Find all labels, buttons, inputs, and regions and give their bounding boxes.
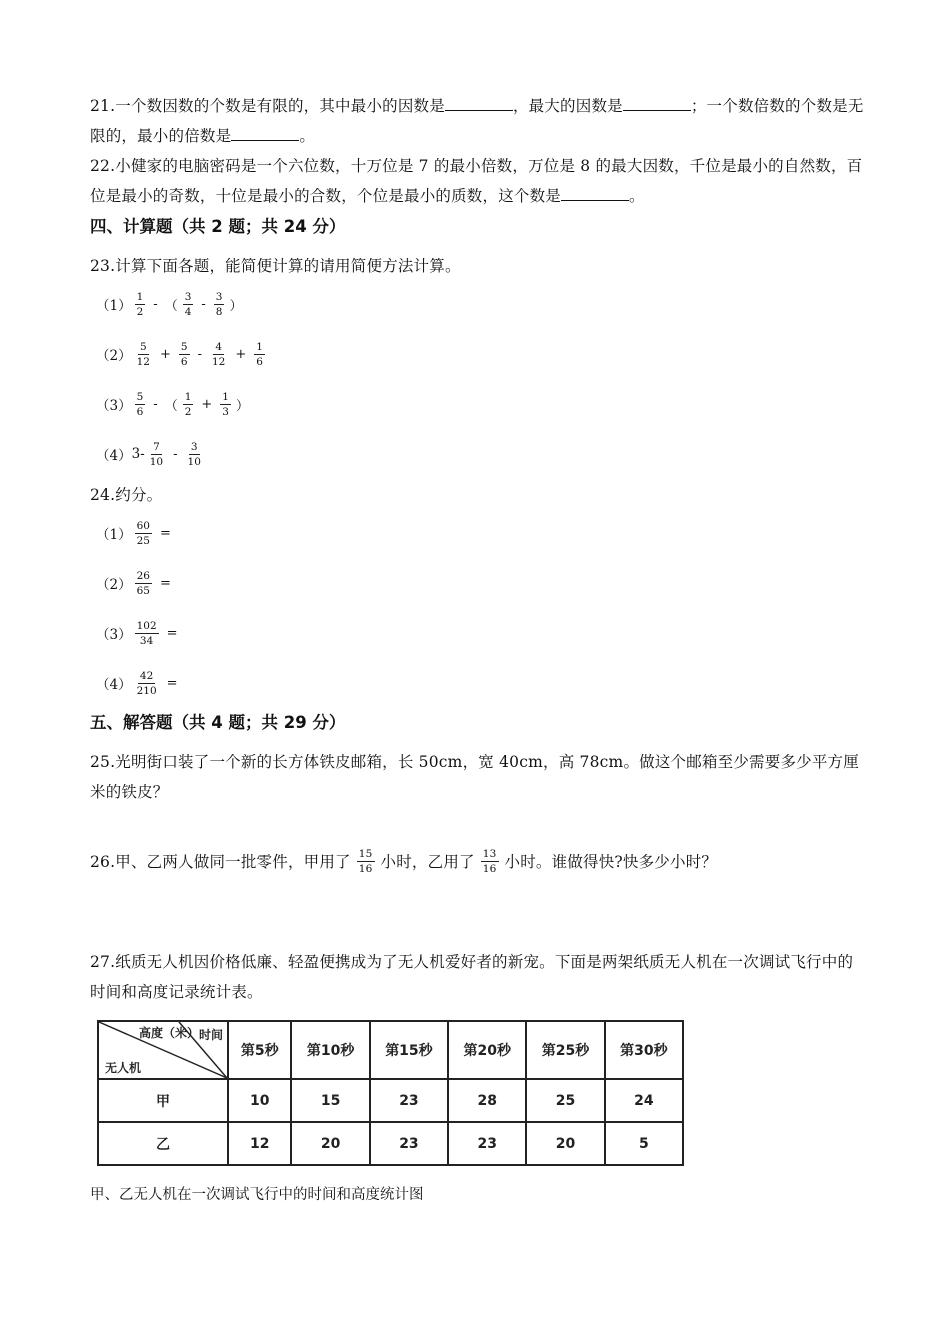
q24-item-1 [96,513,176,553]
q26-text-2: 小时，乙用了 [380,853,475,871]
table-corner-cell [98,1021,228,1079]
operator: - [153,396,158,412]
flight-record-table [97,1020,684,1166]
q26-text-1: 26.甲、乙两人做同一批零件，甲用了 [90,853,351,871]
operator: + [201,396,213,412]
paren: （ [164,298,178,314]
q23-item-2 [96,334,268,374]
equals-sign: = [159,525,171,541]
table-header-cell: 第10秒 [291,1021,369,1079]
q23-item-3 [96,384,251,424]
item-label: （4） [96,677,132,693]
table-cell: 23 [370,1079,448,1122]
paren: （ [164,398,178,414]
corner-label-time: 时间 [198,1028,223,1042]
operator: + [235,346,247,362]
table-cell: 12 [228,1122,291,1165]
table-row-label: 甲 [98,1079,228,1122]
q22-text-2: 。 [629,187,645,205]
table-cell: 23 [370,1122,448,1165]
table-cell: 28 [448,1079,526,1122]
operator: + [159,346,171,362]
q21-blank-1[interactable] [445,94,513,111]
paren: ） [235,398,249,414]
item-label: （3） [96,627,132,643]
fraction: $\frac{1}{3}$ [222,390,229,418]
question-25: 25.光明街口装了一个新的长方体铁皮邮箱，长 50cm，宽 40cm，高 78cm。做这个邮箱至少需要多少平方厘米的铁皮？ [90,753,859,801]
fraction: $\frac{102}{34}$ [136,619,157,647]
corner-label-height: 高度（米） [139,1026,200,1040]
table-header-cell: 第5秒 [228,1021,291,1079]
table-header-cell: 第25秒 [526,1021,604,1079]
q24-item-4 [96,663,183,703]
question-26 [90,847,865,877]
q21-text-3: ；一个数倍数的个数是无限的，最小的倍数是 [90,97,864,145]
fraction: $\frac{5}{6}$ [136,390,144,418]
fraction: $\frac{5}{6}$ [180,340,188,368]
fraction: $\frac{1}{2}$ [136,290,144,318]
table-cell: 24 [605,1079,683,1122]
question-27-text: 27.纸质无人机因价格低廉、轻盈便携成为了无人机爱好者的新宠。下面是两架纸质无人机在一次调试飞行中的时间和高度记录统计表。 [90,953,854,1001]
corner-label-drone: 无人机 [105,1061,142,1075]
question-24-text: 24.约分。 [90,486,163,504]
fraction: $\frac{4}{12}$ [211,340,226,368]
fraction: $\frac{3}{10}$ [187,440,201,468]
question-23-text: 23.计算下面各题，能简便计算的请用简便方法计算。 [90,257,461,275]
table-header-cell: 第30秒 [605,1021,683,1079]
q24-item-2 [96,563,176,603]
q21-blank-3[interactable] [231,124,299,141]
q21-text-4: 。 [299,127,316,145]
item-label: （3） [96,398,132,414]
fraction: $\frac{13}{16}$ [482,847,497,875]
fraction: $\frac{26}{65}$ [136,569,150,597]
q21-text-1: 21.一个数因数的个数是有限的，其中最小的因数是 [90,97,445,115]
table-row [98,1079,683,1122]
table-row-label: 乙 [98,1122,228,1165]
question-21 [90,91,865,151]
fraction: $\frac{7}{10}$ [149,440,164,468]
table-header-cell: 第20秒 [448,1021,526,1079]
section-5-title: 五、解答题（共 4 题；共 29 分） [90,713,346,732]
question-22 [90,151,865,211]
item-label: （2） [96,348,132,364]
q21-blank-2[interactable] [623,94,691,111]
table-cell: 5 [605,1122,683,1165]
fraction: $\frac{60}{25}$ [136,519,150,547]
table-header-row [98,1021,683,1079]
q24-item-3 [96,613,183,653]
operator: - [201,296,206,312]
item-label: （1） [96,527,132,543]
fraction: $\frac{1}{6}$ [256,340,263,368]
operator: - [153,296,158,312]
q21-text-2: ，最大的因数是 [512,97,623,115]
fraction: $\frac{3}{8}$ [215,290,223,318]
chart-caption: 甲、乙无人机在一次调试飞行中的时间和高度统计图 [90,1187,424,1203]
equals-sign: = [159,575,171,591]
q26-text-3: 小时。谁做得快?快多少小时？ [504,853,718,871]
item-label: （2） [96,577,132,593]
q22-blank[interactable] [561,184,629,201]
section-4-title: 四、计算题（共 2 题；共 24 分） [90,217,346,236]
q22-text-1: 22.小健家的电脑密码是一个六位数，十万位是 7 的最小倍数，万位是 8 的最大因数，千位是最小的自然数，百位是最小的奇数，十位是最小的合数，个位是最小的质数，这个数是 [90,157,863,205]
table-cell: 20 [291,1122,369,1165]
fraction: $\frac{1}{2}$ [184,390,192,418]
table-cell: 25 [526,1079,604,1122]
table-cell: 15 [291,1079,369,1122]
table-header-cell: 第15秒 [370,1021,448,1079]
item-label: （1） [96,298,132,314]
operator: - [173,446,178,462]
table-cell: 23 [448,1122,526,1165]
equals-sign: = [166,625,178,641]
equals-sign: = [166,675,178,691]
fraction: $\frac{5}{12}$ [136,340,150,368]
table-row [98,1122,683,1165]
fraction: $\frac{42}{210}$ [136,669,157,697]
item-label: （4） [96,448,132,464]
paren: ） [229,298,243,314]
operator: - [197,346,202,362]
q23-item-1 [96,284,245,324]
fraction: $\frac{3}{4}$ [184,290,192,318]
fraction: $\frac{15}{16}$ [358,847,373,875]
table-cell: 10 [228,1079,291,1122]
q23-item-4 [96,434,206,474]
table-cell: 20 [526,1122,604,1165]
leading-number: 3- [131,446,145,462]
